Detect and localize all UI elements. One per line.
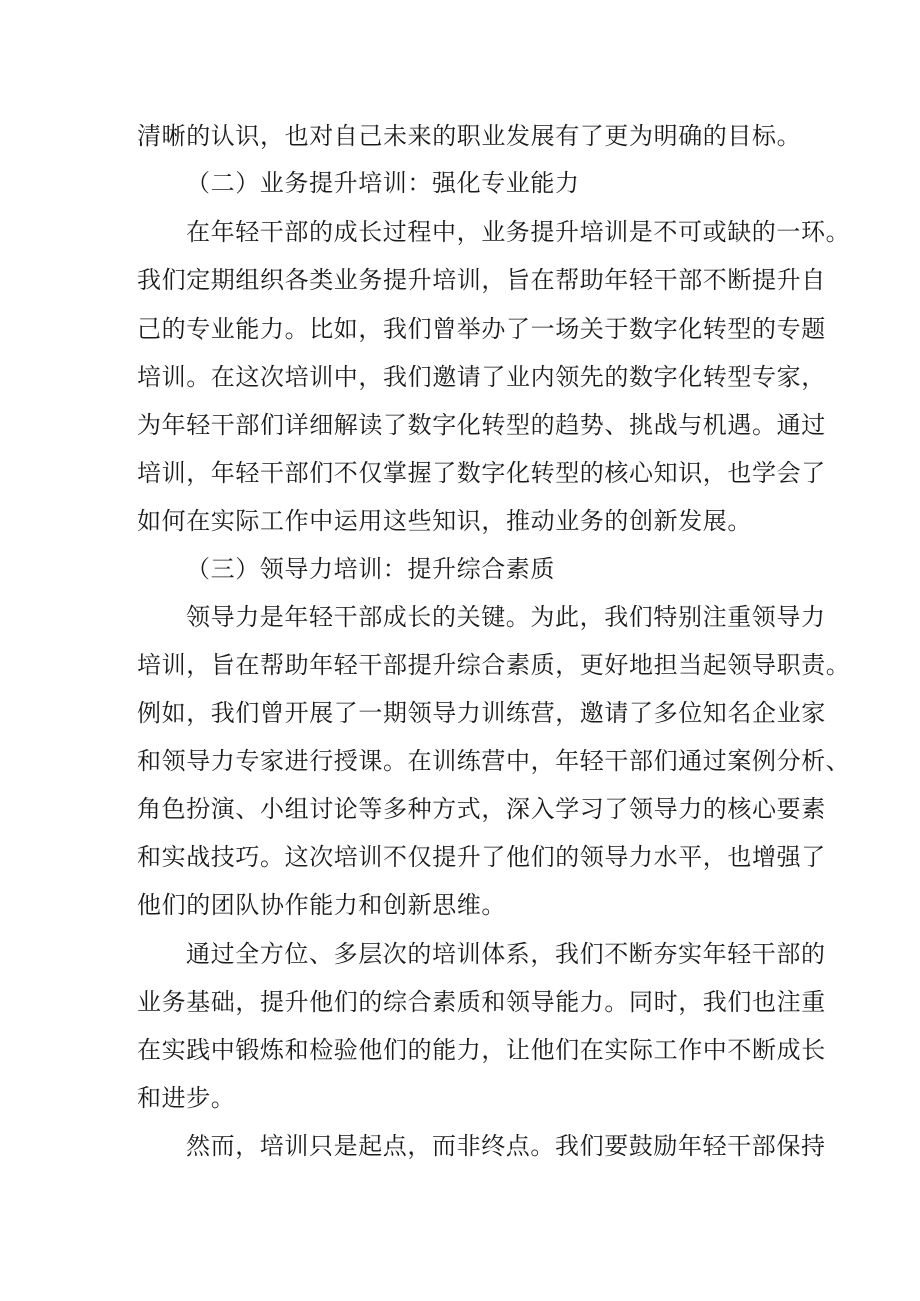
text-line: 他们的团队协作能力和创新思维。 xyxy=(137,891,506,919)
text-line: 培训，年轻干部们不仅掌握了数字化转型的核心知识，也学会了 xyxy=(137,459,826,487)
text-line: 领导力是年轻干部成长的关键。为此，我们特别注重领导力 xyxy=(186,603,826,631)
text-line: 和实战技巧。这次培训不仅提升了他们的领导力水平，也增强了 xyxy=(137,843,826,871)
text-line: 业务基础，提升他们的综合素质和领导能力。同时，我们也注重 xyxy=(137,988,826,1016)
text-line: 己的专业能力。比如，我们曾举办了一场关于数字化转型的专题 xyxy=(137,315,826,343)
text-line: 角色扮演、小组讨论等多种方式，深入学习了领导力的核心要素 xyxy=(137,795,826,823)
text-line: 培训，旨在帮助年轻干部提升综合素质，更好地担当起领导职责。 xyxy=(137,651,851,679)
text-line: 清晰的认识，也对自己未来的职业发展有了更为明确的目标。 xyxy=(137,122,802,150)
text-line: 通过全方位、多层次的培训体系，我们不断夯实年轻干部的 xyxy=(186,940,826,968)
text-line: 和进步。 xyxy=(137,1084,236,1112)
section-heading: （二）业务提升培训：强化专业能力 xyxy=(186,169,580,197)
text-line: 例如，我们曾开展了一期领导力训练营，邀请了多位知名企业家 xyxy=(137,699,826,727)
text-line: 在实践中锻炼和检验他们的能力，让他们在实际工作中不断成长 xyxy=(137,1036,826,1064)
text-line: 我们定期组织各类业务提升培训，旨在帮助年轻干部不断提升自 xyxy=(137,266,826,294)
text-line: 为年轻干部们详细解读了数字化转型的趋势、挑战与机遇。通过 xyxy=(137,411,826,439)
section-heading: （三）领导力培训：提升综合素质 xyxy=(186,555,555,583)
text-line: 培训。在这次培训中，我们邀请了业内领先的数字化转型专家， xyxy=(137,363,826,391)
text-line: 和领导力专家进行授课。在训练营中，年轻干部们通过案例分析、 xyxy=(137,747,851,775)
text-line: 然而，培训只是起点，而非终点。我们要鼓励年轻干部保持 xyxy=(186,1132,826,1160)
text-line: 在年轻干部的成长过程中，业务提升培训是不可或缺的一环。 xyxy=(186,218,851,246)
text-line: 如何在实际工作中运用这些知识，推动业务的创新发展。 xyxy=(137,507,752,535)
